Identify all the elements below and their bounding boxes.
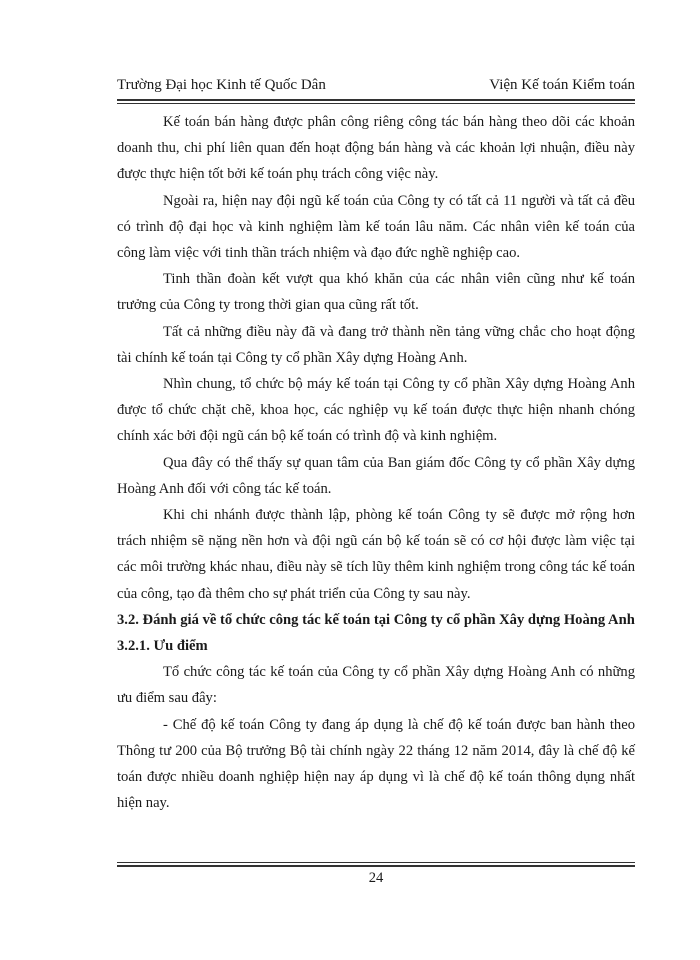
header-university: Trường Đại học Kinh tế Quốc Dân	[117, 77, 326, 93]
section-heading: 3.2. Đánh giá về tổ chức công tác kế toán tại Công ty cổ phần Xây dựng Hoàng Anh	[117, 611, 635, 628]
bullet-paragraph: - Chế độ kế toán Công ty đang áp dụng là chế độ kế toán được ban hành theo Thông tư 200 của Bộ trưởng Bộ tài chính ngày 22 tháng 12 năm 2014, đây là chế độ kế toán được nhiều doanh nghiệp hiện nay áp dụng vì là chế độ kế toán thông dụng nhất hiện nay.	[117, 716, 635, 812]
header-rule-secondary	[117, 103, 635, 104]
header-rule	[117, 99, 635, 101]
paragraph: Ngoài ra, hiện nay đội ngũ kế toán của Công ty có tất cả 11 người và tất cả đều có trình độ đại học và kinh nghiệm làm kế toán lâu năm. Các nhân viên kế toán của công làm việc với tinh thần trách nhiệm và đạo đức nghề nghiệp cao.	[117, 192, 635, 262]
page-header	[117, 76, 635, 94]
header-institute: Viện Kế toán Kiểm toán	[489, 77, 635, 93]
paragraph: Khi chi nhánh được thành lập, phòng kế toán Công ty sẽ được mở rộng hơn trách nhiệm sẽ nặng nền hơn và đội ngũ cán bộ kế toán sẽ có cơ hội được làm việc tại các môi trường khác nhau, điều này sẽ tích lũy thêm kinh nghiệm trong công tác kế toán của công, tạo đà thêm cho sự phát triển của Công ty sau này.	[117, 507, 635, 602]
subsection-heading: 3.2.1. Ưu điểm	[117, 638, 208, 655]
footer-rule-secondary	[117, 862, 635, 863]
paragraph: Tinh thần đoàn kết vượt qua khó khăn của các nhân viên cũng như kế toán trưởng của Công ty trong thời gian qua cũng rất tốt.	[117, 271, 635, 314]
paragraph: Kế toán bán hàng được phân công riêng công tác bán hàng theo dõi các khoản doanh thu, chi phí liên quan đến hoạt động bán hàng và các khoản lợi nhuận, điều này được thực hiện tốt bởi kế toán phụ trách công việc này.	[117, 114, 635, 183]
paragraph: Qua đây có thể thấy sự quan tâm của Ban giám đốc Công ty cổ phần Xây dựng Hoàng Anh đối với công tác kế toán.	[117, 454, 635, 497]
paragraph: Tổ chức công tác kế toán của Công ty cổ phần Xây dựng Hoàng Anh có những ưu điểm sau đây:	[117, 664, 635, 707]
page-number: 24	[368, 870, 384, 886]
footer-rule	[117, 865, 635, 867]
paragraph: Nhìn chung, tổ chức bộ máy kế toán tại Công ty cổ phần Xây dựng Hoàng Anh được tổ chức chặt chẽ, khoa học, các nghiệp vụ kế toán được thực hiện nhanh chóng chính xác bởi đội ngũ cán bộ kế toán có trình độ và kinh nghiệm.	[117, 376, 635, 445]
body-text	[117, 109, 635, 816]
paragraph: Tất cả những điều này đã và đang trở thành nền tảng vững chắc cho hoạt động tài chính kế toán tại Công ty cổ phần Xây dựng Hoàng Anh.	[117, 323, 635, 366]
